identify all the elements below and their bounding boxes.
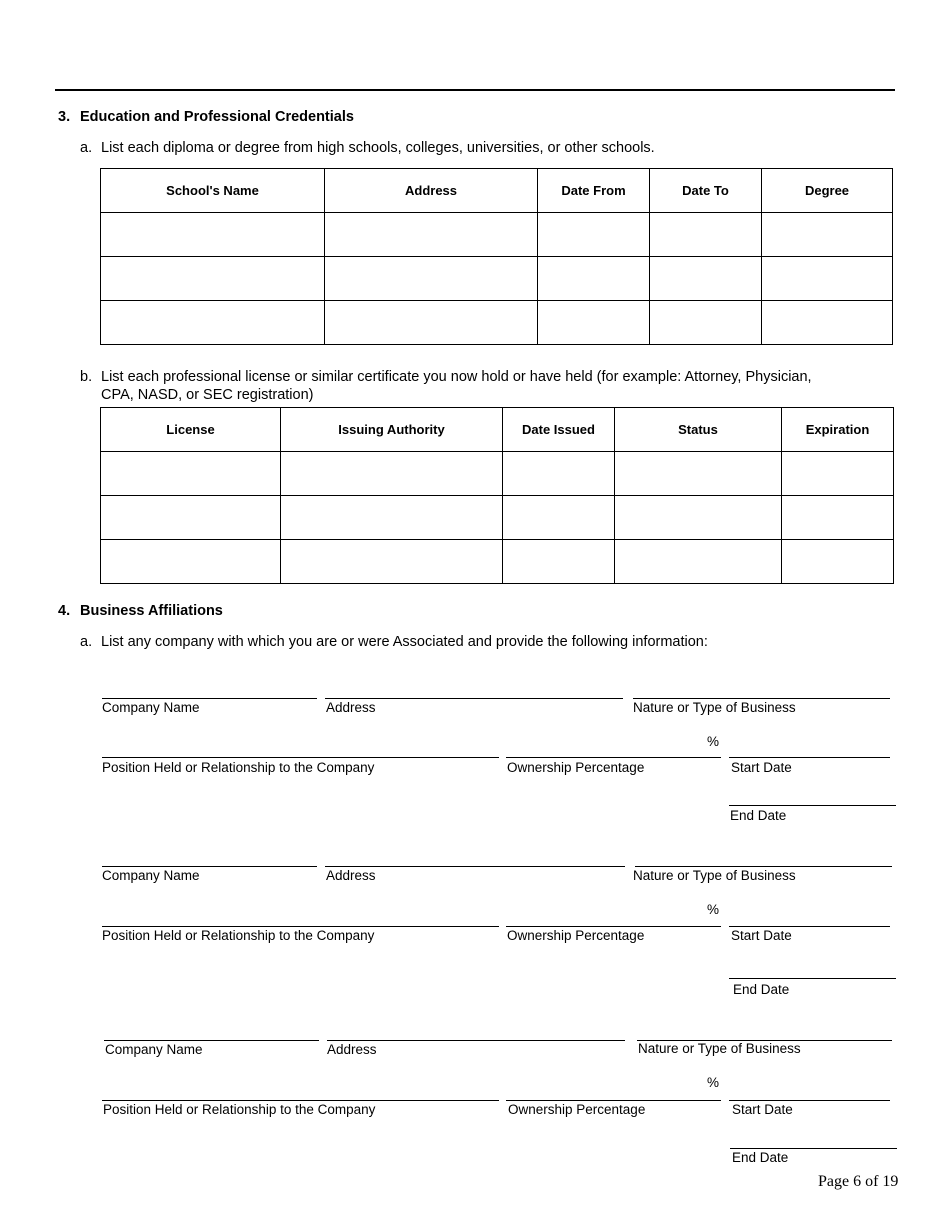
end-date-field[interactable] (729, 805, 896, 806)
table-cell[interactable] (281, 496, 503, 540)
nature-of-business-label: Nature or Type of Business (633, 700, 796, 715)
table-cell[interactable] (615, 496, 782, 540)
ownership-percentage-label: Ownership Percentage (507, 760, 645, 775)
table-row (101, 301, 893, 345)
nature-of-business-label: Nature or Type of Business (638, 1041, 801, 1056)
company-name-field[interactable] (104, 1040, 319, 1041)
table-cell[interactable] (538, 213, 650, 257)
company-name-field[interactable] (102, 866, 317, 867)
company-name-field[interactable] (102, 698, 317, 699)
position-field[interactable] (102, 1100, 499, 1101)
address-field[interactable] (325, 866, 625, 867)
position-label: Position Held or Relationship to the Company (103, 1102, 376, 1117)
table-row (101, 257, 893, 301)
table-cell[interactable] (101, 496, 281, 540)
col-expiration: Expiration (782, 408, 894, 452)
table-cell[interactable] (325, 301, 538, 345)
section-4-number: 4. (58, 603, 71, 619)
company-name-label: Company Name (102, 868, 200, 883)
table-cell[interactable] (503, 452, 615, 496)
position-label: Position Held or Relationship to the Company (102, 760, 375, 775)
col-address: Address (325, 169, 538, 213)
table-cell[interactable] (650, 301, 762, 345)
table-cell[interactable] (101, 452, 281, 496)
end-date-label: End Date (732, 1150, 789, 1165)
table-row (101, 540, 894, 584)
col-degree: Degree (762, 169, 893, 213)
table-cell[interactable] (538, 257, 650, 301)
education-table (100, 168, 893, 345)
start-date-label: Start Date (731, 760, 792, 775)
nature-of-business-field[interactable] (633, 698, 890, 699)
ownership-percentage-field[interactable] (506, 926, 721, 927)
start-date-field[interactable] (729, 1100, 890, 1101)
table-cell[interactable] (782, 452, 894, 496)
address-field[interactable] (325, 698, 623, 699)
table-cell[interactable] (101, 301, 325, 345)
item-3a-text: List each diploma or degree from high schools, colleges, universities, or other schools. (101, 140, 655, 156)
license-header-row (101, 408, 894, 452)
item-4a-text: List any company with which you are or were Associated and provide the following information: (101, 634, 708, 650)
table-cell[interactable] (762, 213, 893, 257)
start-date-field[interactable] (729, 926, 890, 927)
table-cell[interactable] (538, 301, 650, 345)
table-cell[interactable] (650, 213, 762, 257)
section-3-number: 3. (58, 109, 71, 125)
percent-sign: % (707, 1075, 720, 1090)
table-cell[interactable] (101, 213, 325, 257)
ownership-percentage-field[interactable] (506, 757, 721, 758)
position-label: Position Held or Relationship to the Company (102, 928, 375, 943)
section-3-title: Education and Professional Credentials (80, 109, 354, 125)
end-date-field[interactable] (730, 1148, 897, 1149)
license-table (100, 407, 894, 584)
table-cell[interactable] (101, 257, 325, 301)
table-row (101, 213, 893, 257)
col-date-from: Date From (538, 169, 650, 213)
item-3b-marker: b. (80, 369, 93, 385)
table-cell[interactable] (325, 213, 538, 257)
table-cell[interactable] (762, 257, 893, 301)
end-date-label: End Date (730, 808, 787, 823)
page-number: Page 6 of 19 (818, 1173, 899, 1190)
table-cell[interactable] (762, 301, 893, 345)
start-date-label: Start Date (731, 928, 792, 943)
end-date-label: End Date (733, 982, 790, 997)
table-cell[interactable] (503, 496, 615, 540)
col-status: Status (615, 408, 782, 452)
col-issuing-authority: Issuing Authority (281, 408, 503, 452)
item-3a-marker: a. (80, 140, 93, 156)
education-header-row (101, 169, 893, 213)
item-3b-text-line2: CPA, NASD, or SEC registration) (101, 387, 314, 403)
percent-sign: % (707, 902, 720, 917)
table-row (101, 452, 894, 496)
col-date-issued: Date Issued (503, 408, 615, 452)
top-rule (55, 89, 895, 91)
table-cell[interactable] (325, 257, 538, 301)
ownership-percentage-label: Ownership Percentage (507, 928, 645, 943)
address-field[interactable] (327, 1040, 625, 1041)
percent-sign: % (707, 734, 720, 749)
table-cell[interactable] (281, 452, 503, 496)
table-cell[interactable] (782, 540, 894, 584)
col-date-to: Date To (650, 169, 762, 213)
company-name-label: Company Name (105, 1042, 203, 1057)
item-4a-marker: a. (80, 634, 93, 650)
table-cell[interactable] (650, 257, 762, 301)
end-date-field[interactable] (729, 978, 896, 979)
item-3b-text-line1: List each professional license or similar certificate you now hold or have held (for example: Attorney, Physician, (101, 369, 812, 385)
table-cell[interactable] (615, 452, 782, 496)
ownership-percentage-field[interactable] (506, 1100, 721, 1101)
address-label: Address (326, 868, 376, 883)
table-cell[interactable] (503, 540, 615, 584)
table-cell[interactable] (101, 540, 281, 584)
nature-of-business-field[interactable] (635, 866, 892, 867)
position-field[interactable] (102, 757, 499, 758)
company-name-label: Company Name (102, 700, 200, 715)
address-label: Address (326, 700, 376, 715)
address-label: Address (327, 1042, 377, 1057)
table-row (101, 496, 894, 540)
nature-of-business-label: Nature or Type of Business (633, 868, 796, 883)
section-4-title: Business Affiliations (80, 603, 223, 619)
start-date-field[interactable] (729, 757, 890, 758)
ownership-percentage-label: Ownership Percentage (508, 1102, 646, 1117)
position-field[interactable] (102, 926, 499, 927)
col-school-name: School's Name (101, 169, 325, 213)
col-license: License (101, 408, 281, 452)
table-cell[interactable] (615, 540, 782, 584)
table-cell[interactable] (782, 496, 894, 540)
table-cell[interactable] (281, 540, 503, 584)
start-date-label: Start Date (732, 1102, 793, 1117)
